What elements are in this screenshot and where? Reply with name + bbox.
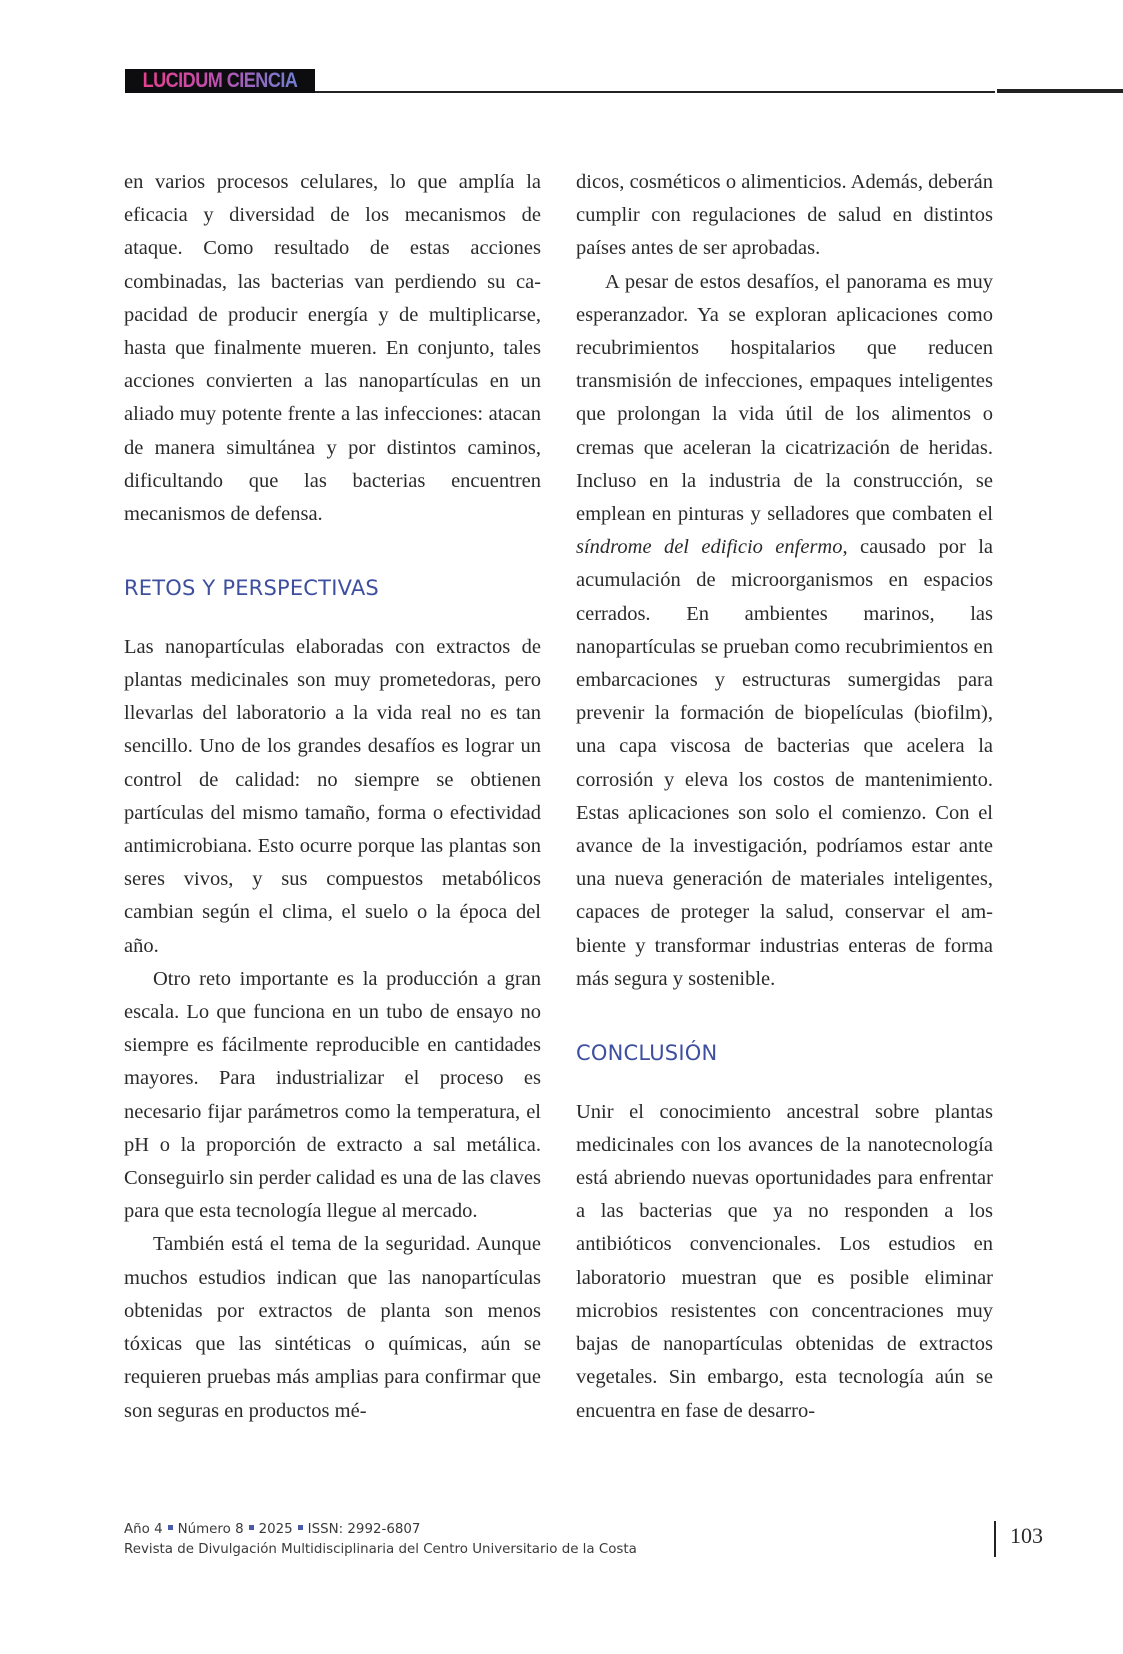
paragraph: en varios procesos celulares, lo que amplía la eficacia y diversidad de los mecanismos de ataque. Como resultado de estas acciones combinadas, las bacterias van perdiendo su capacidad de producir energía y de multiplicarse, hasta que finalmente mueren. En conjunto, tales acciones convierten a las nanopartículas en un aliado muy potente frente a las infecciones: atacan de manera simultánea y por distintos caminos, dificultando que las bacterias encuentren mecanismos de defensa. — [124, 171, 541, 526]
paragraph-with-italic — [576, 266, 993, 996]
square-bullet-icon — [249, 1525, 254, 1530]
square-bullet-icon — [168, 1525, 173, 1530]
left-column — [124, 166, 541, 1428]
italic-term: síndrome del edificio enfermo — [576, 536, 843, 559]
page-number: 103 — [1010, 1523, 1043, 1548]
issn: ISSN: 2992-6807 — [307, 1522, 421, 1537]
heading-text: CONCLUSIÓN — [576, 1041, 718, 1066]
square-bullet-icon — [298, 1525, 303, 1530]
volume-year: Año 4 — [124, 1522, 163, 1537]
text-run: A pesar de estos desafíos, el panorama es muy esperanzador. Ya se exploran aplicaciones como recubrimientos hospitalarios que reducen transmisión de infecciones, empaques inteligentes que prolongan la vida útil de los alimentos o cremas que aceleran la cicatrización de heridas. Incluso en la industria de la construcción, se emplean en pinturas y selladores que combaten el — [576, 270, 993, 526]
text-run: , causado por la acumulación de microorganismos en espacios cerrados. En ambientes marinos, las nanopartículas se prueban como recubrimientos en embarcaciones y estructuras sumergidas para prevenir la formación de biopelículas (biofilm), una capa viscosa de bacterias que acelera la corrosión y eleva los costos de mantenimiento. Estas aplicaciones son solo el comienzo. Con el avance de la investigación, podríamos estar ante una nueva generación de materiales inteligentes, capaces de proteger la salud, conservar el ambiente y transformar industrias enteras de forma más segura y sostenible. — [576, 536, 993, 990]
paragraph: Las nanopartículas elaboradas con extractos de plantas medicinales son muy prometedoras, pero llevarlas del laboratorio a la vida real no es tan sencillo. Uno de los grandes desafíos es lograr un control de calidad: no siempre se obtienen partículas del mismo tamaño, forma o efectividad antimicrobiana. Esto ocurre porque las plantas son seres vivos, y sus compuestos metabólicos cambian según el clima, el suelo o la época del año. — [124, 635, 541, 957]
publication-year: 2025 — [258, 1522, 293, 1537]
footer-divider — [994, 1521, 996, 1557]
issue-number: Número 8 — [177, 1522, 244, 1537]
paragraph: Otro reto importante es la producción a gran escala. Lo que funciona en un tubo de ensayo no siempre es fácilmente reproducible en cantidades mayores. Para industrializar el proceso es necesario fijar parámetros como la temperatura, el pH o la proporción de extracto a sal metálica. Conseguirlo sin perder calidad es una de las claves para que esta tecnología llegue al mercado. — [124, 967, 541, 1223]
journal-name: LUCIDUM CIENCIA — [142, 69, 298, 92]
section-heading-retos — [124, 531, 541, 631]
paragraph: Unir el conocimiento ancestral sobre plantas medicinales con los avances de la nanotecnología está abriendo nuevas oportunidades para enfrentar a las bacterias que ya no responden a los antibióticos convencionales. Los estudios en laboratorio muestran que es posible eliminar microbios resistentes con concentraciones muy bajas de nanopartículas obtenidas de extractos vegetales. Sin embargo, esta tecnología aún se encuentra en fase de desarro- — [576, 1100, 993, 1422]
section-heading-conclusion — [576, 996, 993, 1096]
right-column — [576, 166, 993, 1428]
paragraph: También está el tema de la seguridad. Aunque muchos estudios indican que las nanopartículas obtenidas por extractos de planta son menos tóxicas que las sintéticas o químicas, aún se requieren pruebas más amplias para confirmar que son seguras en productos mé- — [124, 1233, 541, 1422]
header-rule — [315, 91, 995, 93]
footer-metadata — [124, 1520, 637, 1560]
heading-text: RETOS Y PERSPECTIVAS — [124, 576, 379, 601]
header-accent-bar — [997, 89, 1123, 93]
issue-line — [124, 1520, 637, 1540]
journal-logo — [125, 69, 315, 93]
publisher-line: Revista de Divulgación Multidisciplinaria del Centro Universitario de la Costa — [124, 1542, 637, 1557]
paragraph: dicos, cosméticos o alimenticios. Además, deberán cumplir con regulaciones de salud en distintos países antes de ser aprobadas. — [576, 171, 993, 260]
